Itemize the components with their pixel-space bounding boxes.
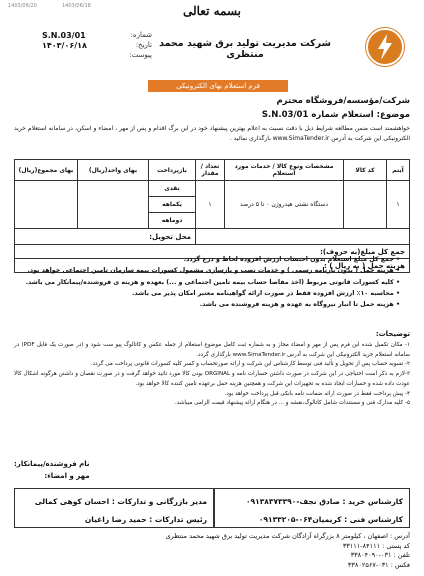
date-label: تاریخ: [135,41,152,49]
management-box [14,488,214,528]
postal-code: کد پستی : ۸۴۱۱۱-۳۳۱۱۱ [342,541,410,550]
sum-in-words: جمع کل مبلغ(به حروف): [15,245,410,259]
date-value: ۱۴۰۳/۰۶/۱۸ [42,40,87,50]
col-desc: مشخصات ونوع کالا / خدمات مورد استعلام [225,160,344,181]
cell-qty: ۱ [196,181,225,229]
notes-title: توضیحات: [375,330,410,338]
cell-desc: دستگاه نشتی هیدروژن ۰ تا ۵ درصد [225,181,344,229]
list-item: ۲- تسویه حساب پس از تحویل و تأئید فنی توسط کارشناس این شرکت و ارائه صورتحساب و کسر کلیه کسورات قانونی پرداخت می گردد. [90,361,410,368]
pay-cash: نقدی [149,181,196,197]
company-logo [365,27,405,67]
list-item: ۱- مکان تکمیل شده این فرم پس از مهر و امضاء مجاز و به شماره ثبت کامل موضوع استعلام از جمله عکس و کاتالوگ پیو ست شود و (در صورت یک فایل PDF) در سامانه استعلام خرید الکترونیکی این شرکت به آدرس www.SimaTender.ir بارگذاری گردد. [14,342,410,358]
number-value: S.N.03/01 [42,30,86,40]
bismillah: بسمه تعالی [182,4,242,18]
conditions-list [20,254,400,310]
recipient-label: شرکت/مؤسسه/فروشگاه محترم [276,96,410,106]
purchasing-contacts-box [214,488,410,528]
procurement-head: رئیس تدارکات : حمید رضا زاغیان [84,515,207,524]
list-item: • کلیه کسورات قانونی مربوط (اخذ مفاصا حساب بیمه تامین اجتماعی و ...) بعهده و هزینه ی فروشنده/پیمانکار می باشد. [20,277,400,288]
footer-address [14,532,410,570]
cell-total [15,181,78,229]
col-payment: بازپرداخت [149,160,196,181]
table-row [15,181,410,197]
col-item: آیتم [387,160,410,181]
list-item: ۵- کلیه مدارک فنی و مستندات شامل کاتالوگ،نقشه و ... در هنگام ارائه پیشنهاد قیمت الزامی میباشد. [174,400,410,407]
intro-paragraph: خواهشمند است ضمن مطالعه شرایط ذیل با دقت نسبت به اعلام بهترین پیشنهاد خود در این برگ اقدام و پس از مهر ، امضاء و اسکن، در سامانه استعلام خرید الکترونیکی این شرکت به آدرس www.SimaTender.ir بارگذاری نمائید . [14,125,410,142]
transport-cost: هزینه حمل ( به ریال ) : [15,259,410,273]
list-item: • هزینه حمل تا انبار نیروگاه به عهده و هزینه فروشنده می باشد. [20,299,400,310]
list-item: • هزینه حمل ( بدون بارنامه رسمی ) و خدمات نصب و بازسازی مشمول کسورات بیمه سازمان تامین اجتماعی خواهد بود. [20,265,400,276]
cell-item: ۱ [387,181,410,229]
table-header-row [15,160,410,181]
notes-list [14,341,410,409]
list-item: ۳-لازم به ذکر است احتیاجی در این شرکت در صورت داشتن خسارات نامه و ORGINAL بودن کالا مورد تائید خواهد گرفت و در صورت نقصان و داشتن هرگونه اشکال کالا عودت داده شده و خسارات ایجاد شده به تجهیزات این شرکت و همچنین هزینه حمل برعهده تامین کننده کالا خواهد بود. [14,371,411,387]
col-code: کد کالا [344,160,387,181]
list-item: • جمع کل مبلغ استعلام بدون احتساب ارزش افزوده لحاظ و درج گردد. [20,254,400,265]
purchase-expert: کارشناس خرید : صادق نجف-۰۹۱۳۸۳۷۳۳۹۰ [245,497,403,506]
pay-one-month: یکماهه [149,197,196,213]
address-line: آدرس : اصفهان ، کیلومتر ۸ بزرگراه آزادگان شرکت مدیریت تولید برق شهید محمد منتظری [165,532,410,540]
phone-number: تلفن : ۰۳۱-۳۳۸۰۴۰۹۰ [350,551,410,559]
stamp-left: 1403/06/20 [8,3,37,9]
cell-code [344,181,387,229]
col-unit-price: بهای واحد(ریال) [78,160,149,181]
col-qty: تعداد / مقدار [196,160,225,181]
pay-two-month: دوماهه [149,213,196,229]
list-item: ۴- پیش پرداخت فقط در صورت ارائه ضمانت نامه بانکی قبل پرداخت خواهد بود. [224,390,410,397]
list-item: • محاسبه ۱۰٪ ارزش افزوده فقط در صورت ارائه گواهینامه معتبر امکان پذیر می باشد. [20,288,400,299]
technical-expert: کارشناس فنی : کریمیان۰۶۴-۰۹۱۳۳۲۰۵ [258,515,403,524]
seal-label: مهر و امضاء: [44,472,90,480]
form-banner: فرم استعلام بهای الکترونیکی [148,80,288,92]
cell-unit [78,181,149,229]
stamp-right: 1403/06/18 [62,3,91,9]
subject-line: موضوع: استعلام شماره S.N.03/01 [261,110,410,120]
attach-label: پیوست: [129,51,152,59]
fax-number: فکس : ۰۳۱-۳۳۸۰۲۵۶۷ [347,560,410,569]
vendor-name-label: نام فروشنده/پیمانکار: [14,460,90,468]
commerce-manager: مدیر بازرگانی و تدارکات : احسان کوهی کمالی [34,497,207,506]
document-meta [42,30,152,60]
number-label: شماره: [130,31,152,39]
delivery-place: محل تحویل: [15,229,196,245]
col-total-price: بهای مجموع(ریال) [15,160,78,181]
company-name: شرکت مدیریت تولید برق شهید محمد منتظری [159,38,331,60]
vendor-signature [14,458,90,482]
